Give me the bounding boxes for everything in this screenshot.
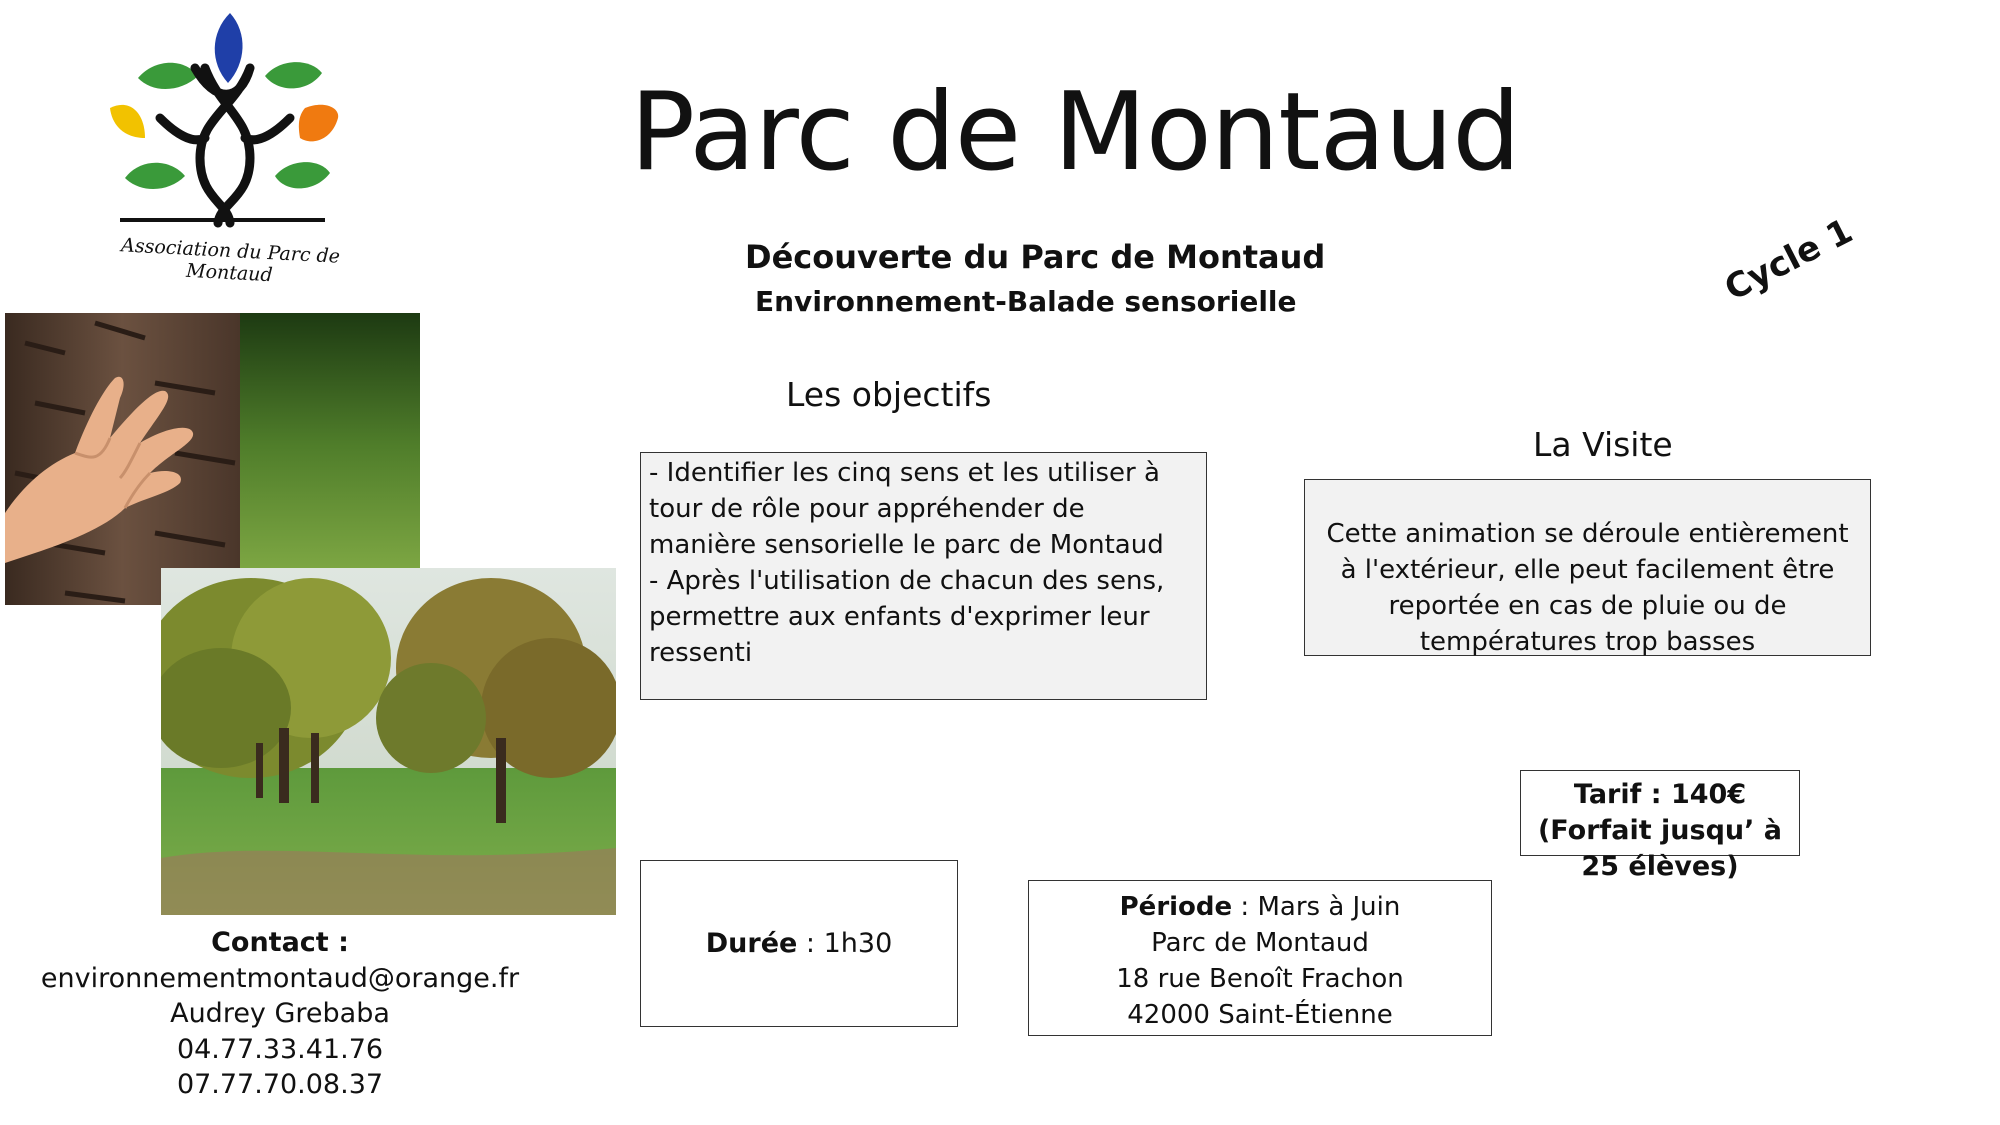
logo-caption: Association du Parc de Montaud — [120, 234, 341, 287]
periode-label: Période — [1119, 892, 1233, 922]
contact-name: Audrey Grebaba — [170, 998, 390, 1029]
association-logo — [100, 8, 360, 287]
contact-email[interactable]: environnementmontaud@orange.fr — [40, 962, 520, 994]
objective-item: - Après l'utilisation de chacun des sens, permettre aux enfants d'exprimer leur ressenti — [649, 566, 1165, 668]
tarif-text: Tarif : 140€ (Forfait jusqu’ à 25 élèves) — [1537, 779, 1783, 882]
periode-box: Période : Mars à Juin Parc de Montaud 18 rue Benoît Frachon 42000 Saint-Étienne — [1028, 880, 1492, 1036]
periode-value: Mars à Juin — [1257, 892, 1401, 922]
objectives-heading: Les objectifs — [786, 375, 992, 414]
tarif-box — [1520, 770, 1800, 882]
objective-item: - Identifier les cinq sens et les utiliser à tour de rôle pour appréhender de manière sensorielle le parc de Montaud — [649, 458, 1164, 560]
photo-hand-on-tree — [5, 313, 420, 605]
tree-logo-icon — [100, 8, 340, 233]
contact-phone[interactable]: 04.77.33.41.76 — [176, 1033, 384, 1065]
visit-box — [1304, 479, 1871, 656]
duree-value: 1h30 — [823, 928, 893, 959]
periode-city: 42000 Saint-Étienne — [1127, 1000, 1393, 1030]
visit-description: Cette animation se déroule entièrement à l'extérieur, elle peut facilement être reportée en cas de pluie ou de températures trop basses — [1326, 519, 1849, 657]
subtitle: Découverte du Parc de Montaud — [745, 238, 1326, 276]
photo-park-trees — [161, 568, 616, 915]
periode-place: Parc de Montaud — [1151, 928, 1369, 958]
visit-heading: La Visite — [1533, 425, 1673, 464]
contact-label: Contact — [211, 927, 329, 958]
subtitle-theme: Environnement-Balade sensorielle — [755, 285, 1297, 318]
periode-street: 18 rue Benoît Frachon — [1116, 964, 1404, 994]
contact-phone[interactable]: 07.77.70.08.37 — [176, 1069, 384, 1100]
cycle-label: Cycle 1 — [1718, 210, 1860, 310]
objectives-box — [640, 452, 1207, 700]
duree-label: Durée — [705, 928, 798, 959]
duree-box: Durée : 1h30 — [640, 860, 958, 1027]
page-title: Parc de Montaud — [630, 70, 1520, 195]
contact-block: Contact : environnementmontaud@orange.fr Audrey Grebaba 04.77.33.41.76 07.77.70.08.37 — [40, 925, 520, 1103]
